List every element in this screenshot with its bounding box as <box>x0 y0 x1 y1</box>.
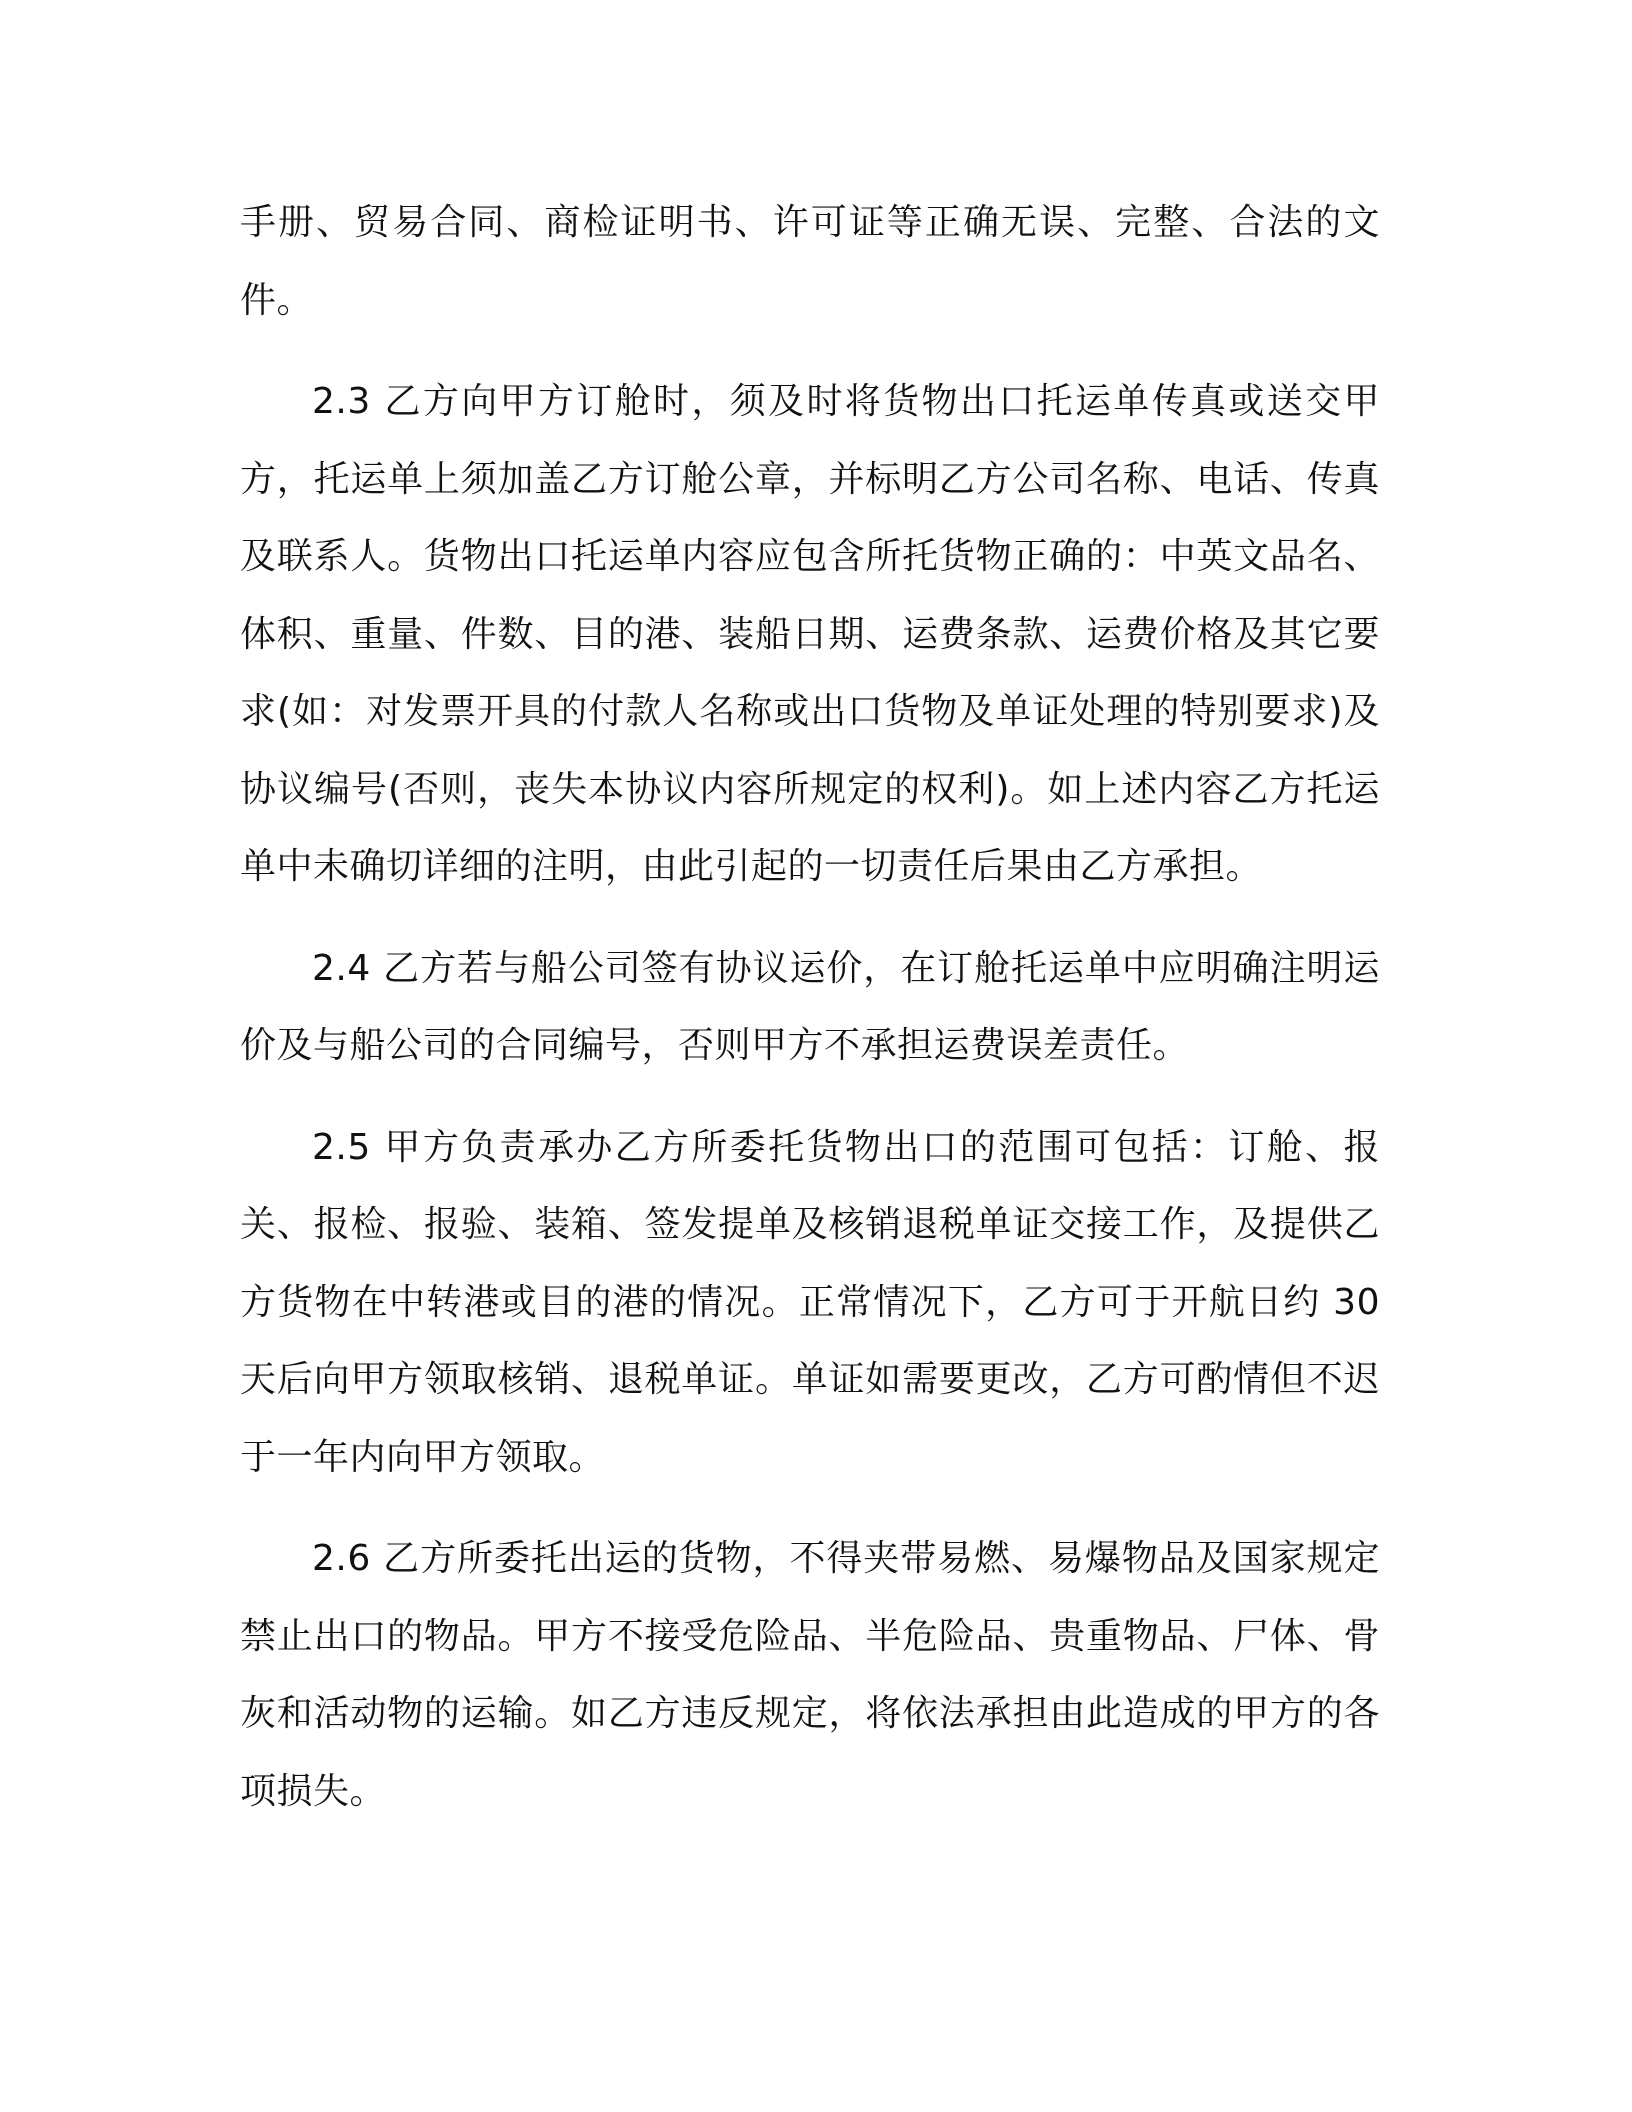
paragraph-2-6: 2.6 乙方所委托出运的货物，不得夹带易燃、易爆物品及国家规定禁止出口的物品。甲方不接受危险品、半危险品、贵重物品、尸体、骨灰和活动物的运输。如乙方违反规定，将依法承担由此造成的甲方的各项损失。 <box>240 1538 1380 1812</box>
paragraph-2-4: 2.4 乙方若与船公司签有协议运价，在订舱托运单中应明确注明运价及与船公司的合同编号，否则甲方不承担运费误差责任。 <box>240 947 1380 1066</box>
paragraph-continuation: 手册、贸易合同、商检证明书、许可证等正确无误、完整、合法的文件。 <box>240 202 1380 321</box>
paragraph-2-5: 2.5 甲方负责承办乙方所委托货物出口的范围可包括：订舱、报关、报检、报验、装箱、签发提单及核销退税单证交接工作，及提供乙方货物在中转港或目的港的情况。正常情况下，乙方可于开航日约 30 天后向甲方领取核销、退税单证。单证如需要更改，乙方可酌情但不迟于一年内向甲方领取。 <box>240 1126 1380 1478</box>
document-body <box>240 184 1380 1854</box>
paragraph-2-3: 2.3 乙方向甲方订舱时，须及时将货物出口托运单传真或送交甲方，托运单上须加盖乙方订舱公章，并标明乙方公司名称、电话、传真及联系人。货物出口托运单内容应包含所托货物正确的：中英文品名、体积、重量、件数、目的港、装船日期、运费条款、运费价格及其它要求(如：对发票开具的付款人名称或出口货物及单证处理的特别要求)及协议编号(否则，丧失本协议内容所规定的权利)。如上述内容乙方托运单中未确切详细的注明，由此引起的一切责任后果由乙方承担。 <box>240 381 1380 887</box>
